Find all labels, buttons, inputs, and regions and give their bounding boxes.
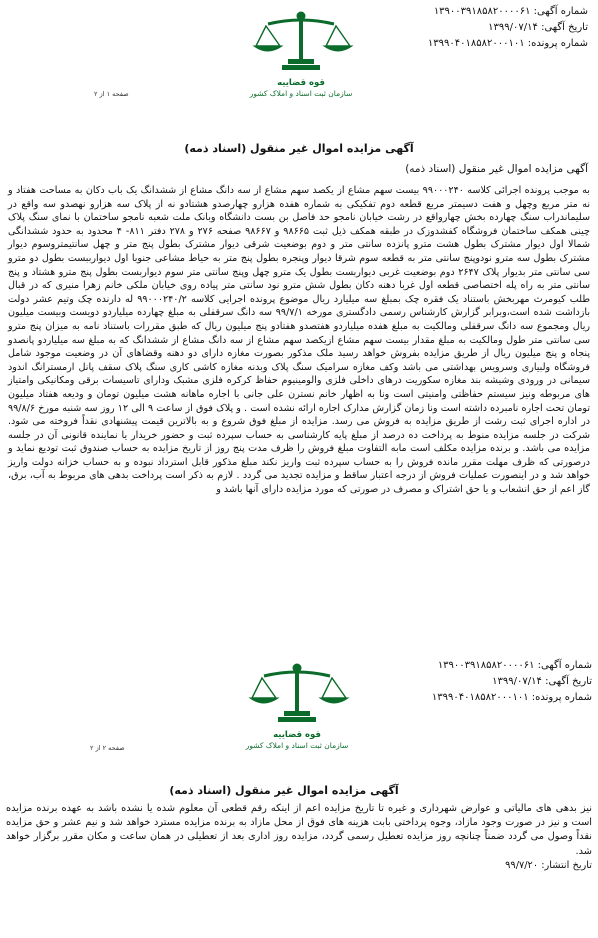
publish-date: ۹۹/۷/۲۰ (505, 859, 539, 871)
publish-date-line (6, 859, 592, 873)
judiciary-logo-2 (242, 662, 352, 752)
ad-date: تاریخ آگهی: ۱۳۹۹/۰۷/۱۴ (488, 22, 588, 33)
ad-date: تاریخ آگهی: ۱۳۹۹/۰۷/۱۴ (492, 676, 592, 687)
page-title-2: آگهی مزایده اموال غیر منقول (اسناد ذمه) (169, 784, 399, 797)
page-number-2: صفحه ۲ از ۲ (90, 744, 125, 752)
logo-caption-judiciary: قوه قضاییه (277, 78, 325, 88)
ad-meta-block-1 (428, 4, 588, 52)
logo-caption-judiciary: قوه قضاییه (273, 730, 321, 740)
ad-number: شماره آگهی: ۱۳۹۰۰۳۹۱۸۵۸۲۰۰۰۰۶۱ (437, 660, 592, 671)
auction-notice-body-2 (6, 802, 592, 873)
page-subtitle-1: آگهی مزایده اموال غیر منقول (اسناد ذمه) (405, 163, 588, 175)
auction-notice-body-1: به موجب پرونده اجرائی کلاسه ۹۹۰۰۰۲۴۰ بیست سهم مشاع از یکصد سهم مشاع از سه دانگ مشاع از ششدانگ یک باب دکان به مساحت هفتاد و نه متر مربع وچهل و هفت دسیمتر مربع قطعه دوم تفکیکی به شماره هفده هزارو چهارصدو هشتادو نه از پلاک سه هزارو نهصدو سه واقع در سلیماندراب سنگ چهارده بخش چهارواقع در رشت خیابان نامجو حد فاصل بن بست دانشگاه وبانک ملت شعبه نامجو ساختمان با نمای سنگ پلاک چینی همکف ساختمان فروشگاه کفشدوزک در طبقه همکف ذیل ثبت ۹۸۶۶۵ و ۹۸۶۶۷ صفحه ۲۷۶ و ۲۷۸ دفتر ۸۱۱- ۴ محدود به حدود ششدانگی شمالا اول دیوار مشترک بطول هشت مترو پانزده سانتی متر و دوم بوضعیت شرقی دیوار مشترک بطول پنج متر و چهل سانتیمتروسوم دیوار مشترک بطول سه مترو نودوپنج سانتی متر به قطعه سوم شرقا دیوار وپنجره بطول پنج متر به حیاط مشاعی جنوبا اول دیوارببست بطول دو مترو سی سانتی متر بدیوار پلاک ۲۶۴۷ دوم بوضعیت غربی دیواربست بطول یک مترو چهل وپنج سانتی متر سوم دیواربست بطول پنج مترو هشتاد و پنج سانتی متر به راه پله اختصاصی قطعه اول غربا دهنه دکان بطول شش مترو نود سانتی متر پیاده روی خیابان ملکی خانم زهرا منیری که در قبال طلب کیومرث مهربخش باستناد یک فقره چک بمبلغ سه میلیارد ریال موضوع پرونده اجرایی کلاسه ۹۹۰۰۰۲۴۰/۲ له دارنده چک وتیم عشر دولت بازداشت شده است،وبرابر گزارش کارشناس رسمی دادگستری مورخه ۹۹/۷/۱ سه دانگ سرقفلی به مبلغ چهارده میلیاردو دویست وبیست میلیون ریال ومجموع سه دانگ سرقفلی ومالکیت به مبلغ هفده میلیاردو هفتصدو هفتادو پنج میلیون ریال که طبق مقررات باستناد نامه به میزان پنج مترو سی سانتی متر طول ومالکیت به مبلغ مقدار بیست سهم مشاع ازیکصد سهم مشاع از سه دانگ مشاع از ششدانگ که به مبلغ سه میلیاردو پانصدو پنجاه و پنج میلیون ریال از طریق مزایده بفروش خواهد رسید ملک مذکور بصورت مغازه دارای دو دهنه وقضاهای آن در وضعیت موجود شامل فروشگاه ولبیاری وسرویس بهداشتی می باشد وکف مغازه سرامیک سنگ پلاک وبدنه مغازه کاشی کاری سنگ پلاک سقف پانل ارمسترانگ اندود سیمانی در ورودی وشیشه بند مغازه سکوریت درهای داخلی فلزی والومینیوم حفاظ کرکره فلزی مشبک ودارای تاسیسات برقی ومکانیکی وامتیاز های مربوطه ونیز سیستم حفاظتی وامنیتی است ونا به اظهار خانم نسترن علی جانی با اجاره ماهانه هشت میلیون تومان و ودیعه هفتاد میلیون تومان تحت اجاره نامبرده داشته است ونا زمان گزارش مدارک اجاره ارائه نشده است . و پلاک فوق از ساعت ۹ الی ۱۲ روز سه شنبه مورخ ۹۹/۸/۶ در اداره اجرای ثبت رشت از طریق مزایده به فروش می رسد. مزایده از مبلغ فوق شروع و به بالاترین قیمت پیشنهادی نقداً فروخته می شود. شرکت در جلسه مزایده منوط به پرداخت ده درصد از مبلغ پایه کارشناسی به حساب سپرده ثبت و حضور خریدار یا نماینده قانونی آن در جلسه مزایده می باشد. و برنده مزایده مکلف است مابه التفاوت مبلغ فروش را ظرف مدت پنج روز از تاریخ مزایده به حساب صندوق ثبت تودیع نماید و درصورتی که ظرف مهلت مقرر مانده فروش را به حساب سپرده ثبت واریز نکند مبلغ مذکور قابل استرداد نبوده و به حساب خزانه دولت واریز خواهد شد و در اینصورت عملیات فروش از درجه اعتبار ساقط و مزایده تجدید می گردد . لازم به ذکر است پرداخت بدهی های مربوط به آب، برق، گاز اعم از حق انشعاب و یا حق اشتراک و مصرف در صورتی که مورد مزایده دارای آنها باشد و (8, 185, 590, 496)
body-paragraph: نیز بدهی های مالیاتی و عوارض شهرداری و غیره تا تاریخ مزایده اعم از اینکه رقم قطعی آن معلوم شده یا نشده باشد به عهده برنده مزایده است و نیز در صورت وجود مازاد، وجوه پرداختی بابت هزینه های فوق از محل مازاد به برنده مزایده مسترد خواهد شد و نیم عشر و حق مزایده نقداً وصول می گردد ضمناً چنانچه روز مزایده تعطیل رسمی گردد، مزایده روز اداری بعد از تعطیلی در همان ساعت و مکان مقرر برگزار خواهد شد. (6, 803, 592, 857)
logo-caption-registry: سازمان ثبت اسناد و املاک کشور (249, 89, 353, 98)
publish-date-label: تاریخ انتشار: (541, 859, 592, 871)
page-title-1: آگهی مزایده اموال غیر منقول (اسناد ذمه) (184, 142, 414, 155)
page-number-1: صفحه ۱ از ۲ (94, 90, 129, 98)
logo-caption-registry: سازمان ثبت اسناد و املاک کشور (245, 741, 349, 750)
scales-of-justice-icon (242, 662, 352, 724)
ad-number: شماره آگهی: ۱۳۹۰۰۳۹۱۸۵۸۲۰۰۰۰۶۱ (433, 6, 588, 17)
judiciary-logo-1 (246, 10, 356, 100)
case-number: شماره پرونده: ۱۳۹۹۰۴۰۱۸۵۸۲۰۰۰۱۰۱ (427, 38, 588, 49)
scales-of-justice-icon (246, 10, 356, 72)
case-number: شماره پرونده: ۱۳۹۹۰۴۰۱۸۵۸۲۰۰۰۱۰۱ (431, 692, 592, 703)
ad-meta-block-2 (432, 658, 592, 706)
